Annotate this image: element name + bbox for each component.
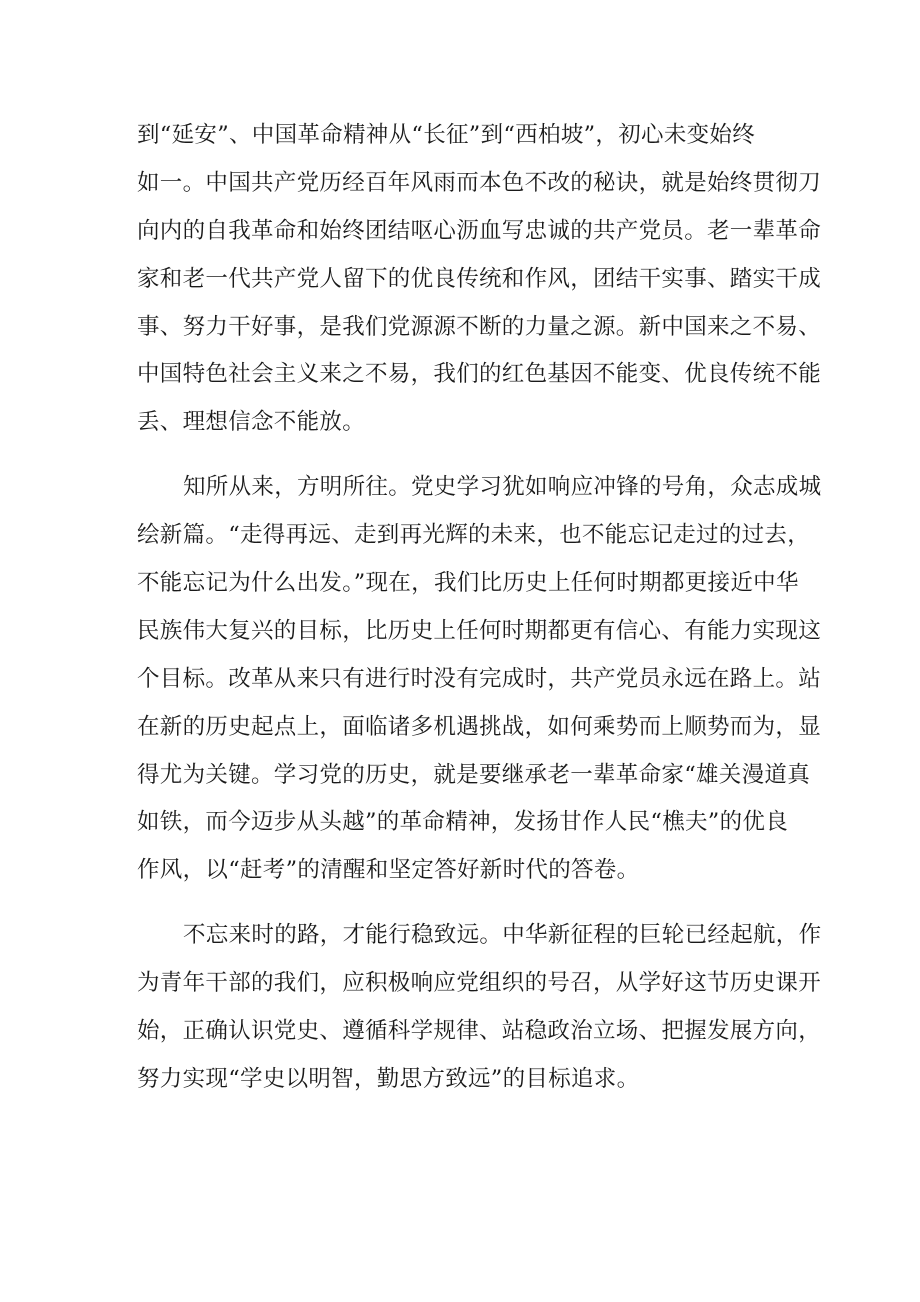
text-line: 个目标。改革从来只有进行时没有完成时，共产党员永远在路上。站	[137, 665, 822, 692]
paragraph-1	[137, 112, 822, 447]
text-line: 不能忘记为什么出发。”现在，我们比历史上任何时期都更接近中华	[137, 570, 799, 597]
text-line: 如铁，而今迈步从头越”的革命精神，发扬甘作人民“樵夫”的优良	[137, 809, 789, 836]
text-line: 如一。中国共产党历经百年风雨而本色不改的秘诀，就是始终贯彻刀	[137, 169, 822, 196]
text-line: 事、努力干好事，是我们党源源不断的力量之源。新中国来之不易、	[137, 313, 822, 340]
text-line: 始，正确认识党史、遵循科学规律、站稳政治立场、把握发展方向，	[137, 1018, 822, 1045]
text-line: 民族伟大复兴的目标，比历史上任何时期都更有信心、有能力实现这	[137, 617, 822, 644]
document-body	[137, 112, 822, 1104]
text-line: 中国特色社会主义来之不易，我们的红色基因不能变、优良传统不能	[137, 361, 822, 388]
text-line: 到“延安”、中国革命精神从“长征”到“西柏坡”，初心未变始终	[137, 122, 756, 148]
paragraph-spacer	[137, 895, 787, 912]
text-line: 作风，以“赶考”的清醒和坚定答好新时代的答卷。	[137, 857, 640, 884]
text-line: 家和老一代共产党人留下的优良传统和作风，团结干实事、踏实干成	[137, 265, 822, 292]
text-line: 向内的自我革命和始终团结呕心沥血写忠诚的共产党员。老一辈革命	[137, 217, 822, 244]
paragraph-3	[137, 912, 822, 1104]
text-line: 在新的历史起点上，面临诸多机遇挑战，如何乘势而上顺势而为，显	[137, 713, 822, 740]
paragraph-2	[137, 464, 822, 895]
text-line: 丢、理想信念不能放。	[137, 409, 366, 436]
text-line: 不忘来时的路，才能行稳致远。中华新征程的巨轮已经起航，作	[183, 922, 822, 949]
text-line: 努力实现“学史以明智，勤思方致远”的目标追求。	[137, 1065, 640, 1092]
text-line: 绘新篇。“走得再远、走到再光辉的未来，也不能忘记走过的过去，	[137, 522, 811, 549]
text-line: 为青年干部的我们，应积极响应党组织的号召，从学好这节历史课开	[137, 970, 822, 997]
paragraph-spacer	[137, 447, 787, 464]
text-line: 知所从来，方明所往。党史学习犹如响应冲锋的号角，众志成城	[183, 474, 822, 501]
text-line: 得尤为关键。学习党的历史，就是要继承老一辈革命家“雄关漫道真	[137, 761, 811, 788]
